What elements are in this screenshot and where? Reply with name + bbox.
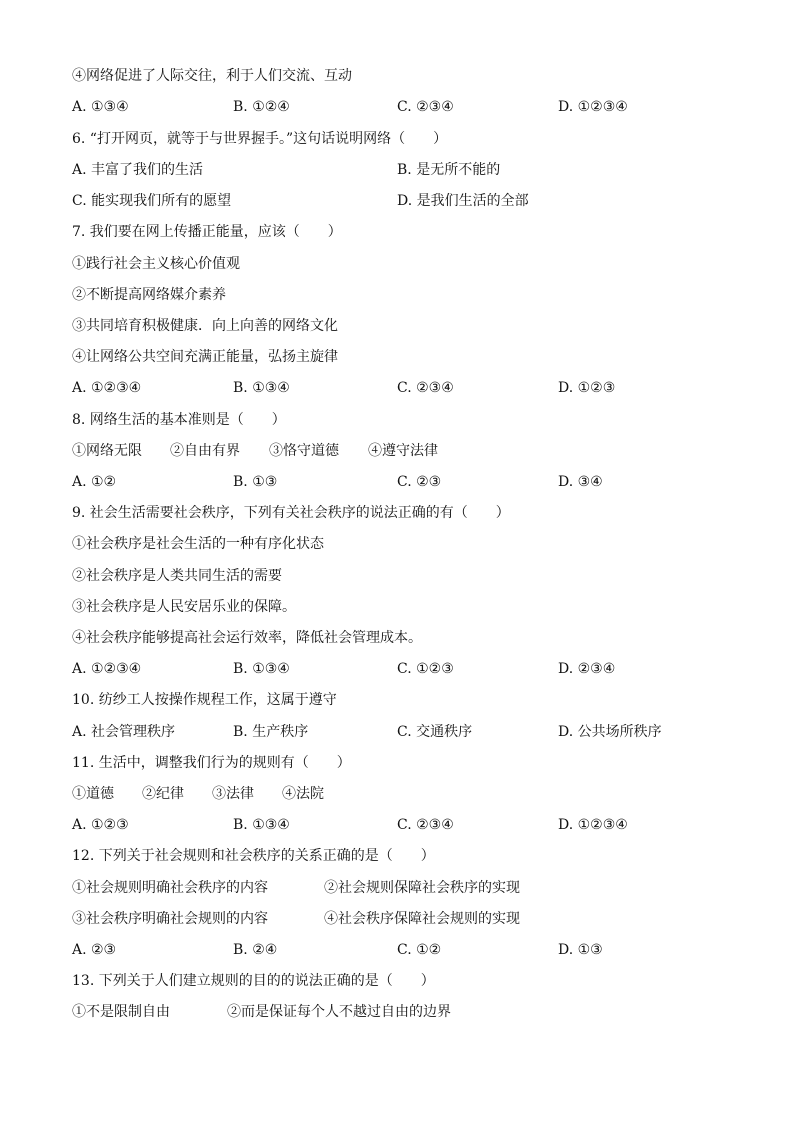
q11-option-b[interactable]: B. ①③④ <box>233 817 290 833</box>
q13-question: 13. 下列关于人们建立规则的目的的说法正确的是（ ） <box>72 973 435 989</box>
q11-option-d[interactable]: D. ①②③④ <box>558 817 628 833</box>
q5-option-c[interactable]: C. ②③④ <box>397 99 454 115</box>
q9-option-c[interactable]: C. ①②③ <box>397 661 454 677</box>
q8-options <box>72 471 754 493</box>
q7-option-a[interactable]: A. ①②③④ <box>72 380 142 396</box>
q8-option-c[interactable]: C. ②③ <box>397 474 442 490</box>
q10-question: 10. 纺纱工人按操作规程工作，这属于遵守 <box>72 692 337 708</box>
q8-statement-1: ①网络无限 <box>72 443 142 459</box>
q9-statement-2: ②社会秩序是人类共同生活的需要 <box>72 568 282 584</box>
q12-options <box>72 939 754 961</box>
q11-option-a[interactable]: A. ①②③ <box>72 817 129 833</box>
q9-options <box>72 658 754 680</box>
q11-statement-1: ①道德 <box>72 786 114 802</box>
q9-option-a[interactable]: A. ①②③④ <box>72 661 142 677</box>
q12-option-b[interactable]: B. ②④ <box>233 942 278 958</box>
q10-option-d[interactable]: D. 公共场所秩序 <box>558 724 662 740</box>
q12-statement-1: ①社会规则明确社会秩序的内容 <box>72 880 268 896</box>
q11-options <box>72 814 754 836</box>
q9-question: 9. 社会生活需要社会秩序，下列有关社会秩序的说法正确的有（ ） <box>72 505 510 521</box>
q8-option-d[interactable]: D. ③④ <box>558 474 603 490</box>
q5-option-a[interactable]: A. ①③④ <box>72 99 129 115</box>
q9-statement-4: ④社会秩序能够提高社会运行效率，降低社会管理成本。 <box>72 630 422 646</box>
q9-option-d[interactable]: D. ②③④ <box>558 661 616 677</box>
q5-options <box>72 96 754 118</box>
q11-statement-4: ④法院 <box>282 786 324 802</box>
q12-statement-4: ④社会秩序保障社会规则的实现 <box>324 911 520 927</box>
q7-options <box>72 377 754 399</box>
q10-option-b[interactable]: B. 生产秩序 <box>233 724 309 740</box>
q12-statements-row-2 <box>72 908 754 930</box>
q10-options <box>72 721 754 743</box>
q8-statement-3: ③恪守道德 <box>269 443 339 459</box>
q11-statement-2: ②纪律 <box>142 786 184 802</box>
q6-option-b[interactable]: B. 是无所不能的 <box>397 162 501 178</box>
q9-option-b[interactable]: B. ①③④ <box>233 661 290 677</box>
q12-question: 12. 下列关于社会规则和社会秩序的关系正确的是（ ） <box>72 848 435 864</box>
q6-question: 6. “打开网页，就等于与世界握手。”这句话说明网络（ ） <box>72 131 448 147</box>
q12-option-d[interactable]: D. ①③ <box>558 942 603 958</box>
q7-statement-4: ④让网络公共空间充满正能量，弘扬主旋律 <box>72 349 338 365</box>
q7-option-d[interactable]: D. ①②③ <box>558 380 616 396</box>
q9-statement-3: ③社会秩序是人民安居乐业的保障。 <box>72 599 296 615</box>
q12-option-c[interactable]: C. ①② <box>397 942 442 958</box>
q7-statement-2: ②不断提高网络媒介素养 <box>72 287 226 303</box>
q10-option-a[interactable]: A. 社会管理秩序 <box>72 724 176 740</box>
q11-statement-3: ③法律 <box>212 786 254 802</box>
q7-question: 7. 我们要在网上传播正能量，应该（ ） <box>72 224 342 240</box>
q6-option-d[interactable]: D. 是我们生活的全部 <box>397 193 529 209</box>
q5-option-d[interactable]: D. ①②③④ <box>558 99 628 115</box>
q7-option-b[interactable]: B. ①③④ <box>233 380 290 396</box>
q11-option-c[interactable]: C. ②③④ <box>397 817 454 833</box>
q8-option-a[interactable]: A. ①② <box>72 474 117 490</box>
q6-options-row-1 <box>72 159 754 181</box>
q8-statement-4: ④遵守法律 <box>368 443 438 459</box>
q10-option-c[interactable]: C. 交通秩序 <box>397 724 473 740</box>
q13-statement-1: ①不是限制自由 <box>72 1004 170 1020</box>
q13-statements <box>72 1001 754 1023</box>
q6-option-a[interactable]: A. 丰富了我们的生活 <box>72 162 204 178</box>
q12-option-a[interactable]: A. ②③ <box>72 942 117 958</box>
q6-options-row-2 <box>72 190 754 212</box>
q6-option-c[interactable]: C. 能实现我们所有的愿望 <box>72 193 232 209</box>
q12-statement-2: ②社会规则保障社会秩序的实现 <box>324 880 520 896</box>
q8-option-b[interactable]: B. ①③ <box>233 474 278 490</box>
q8-statements <box>72 440 754 462</box>
q8-statement-2: ②自由有界 <box>170 443 240 459</box>
q7-statement-1: ①践行社会主义核心价值观 <box>72 256 240 272</box>
q7-statement-3: ③共同培育积极健康．向上向善的网络文化 <box>72 318 338 334</box>
q9-statement-1: ①社会秩序是社会生活的一种有序化状态 <box>72 536 324 552</box>
q13-statement-2: ②而是保证每个人不越过自由的边界 <box>227 1004 451 1020</box>
q5-option-b[interactable]: B. ①②④ <box>233 99 290 115</box>
q11-statements <box>72 783 754 805</box>
q7-option-c[interactable]: C. ②③④ <box>397 380 454 396</box>
q12-statements-row-1 <box>72 877 754 899</box>
q8-question: 8. 网络生活的基本准则是（ ） <box>72 412 286 428</box>
q5-statement-4: ④网络促进了人际交往，利于人们交流、互动 <box>72 68 352 84</box>
q11-question: 11. 生活中，调整我们行为的规则有（ ） <box>72 755 351 771</box>
q12-statement-3: ③社会秩序明确社会规则的内容 <box>72 911 268 927</box>
